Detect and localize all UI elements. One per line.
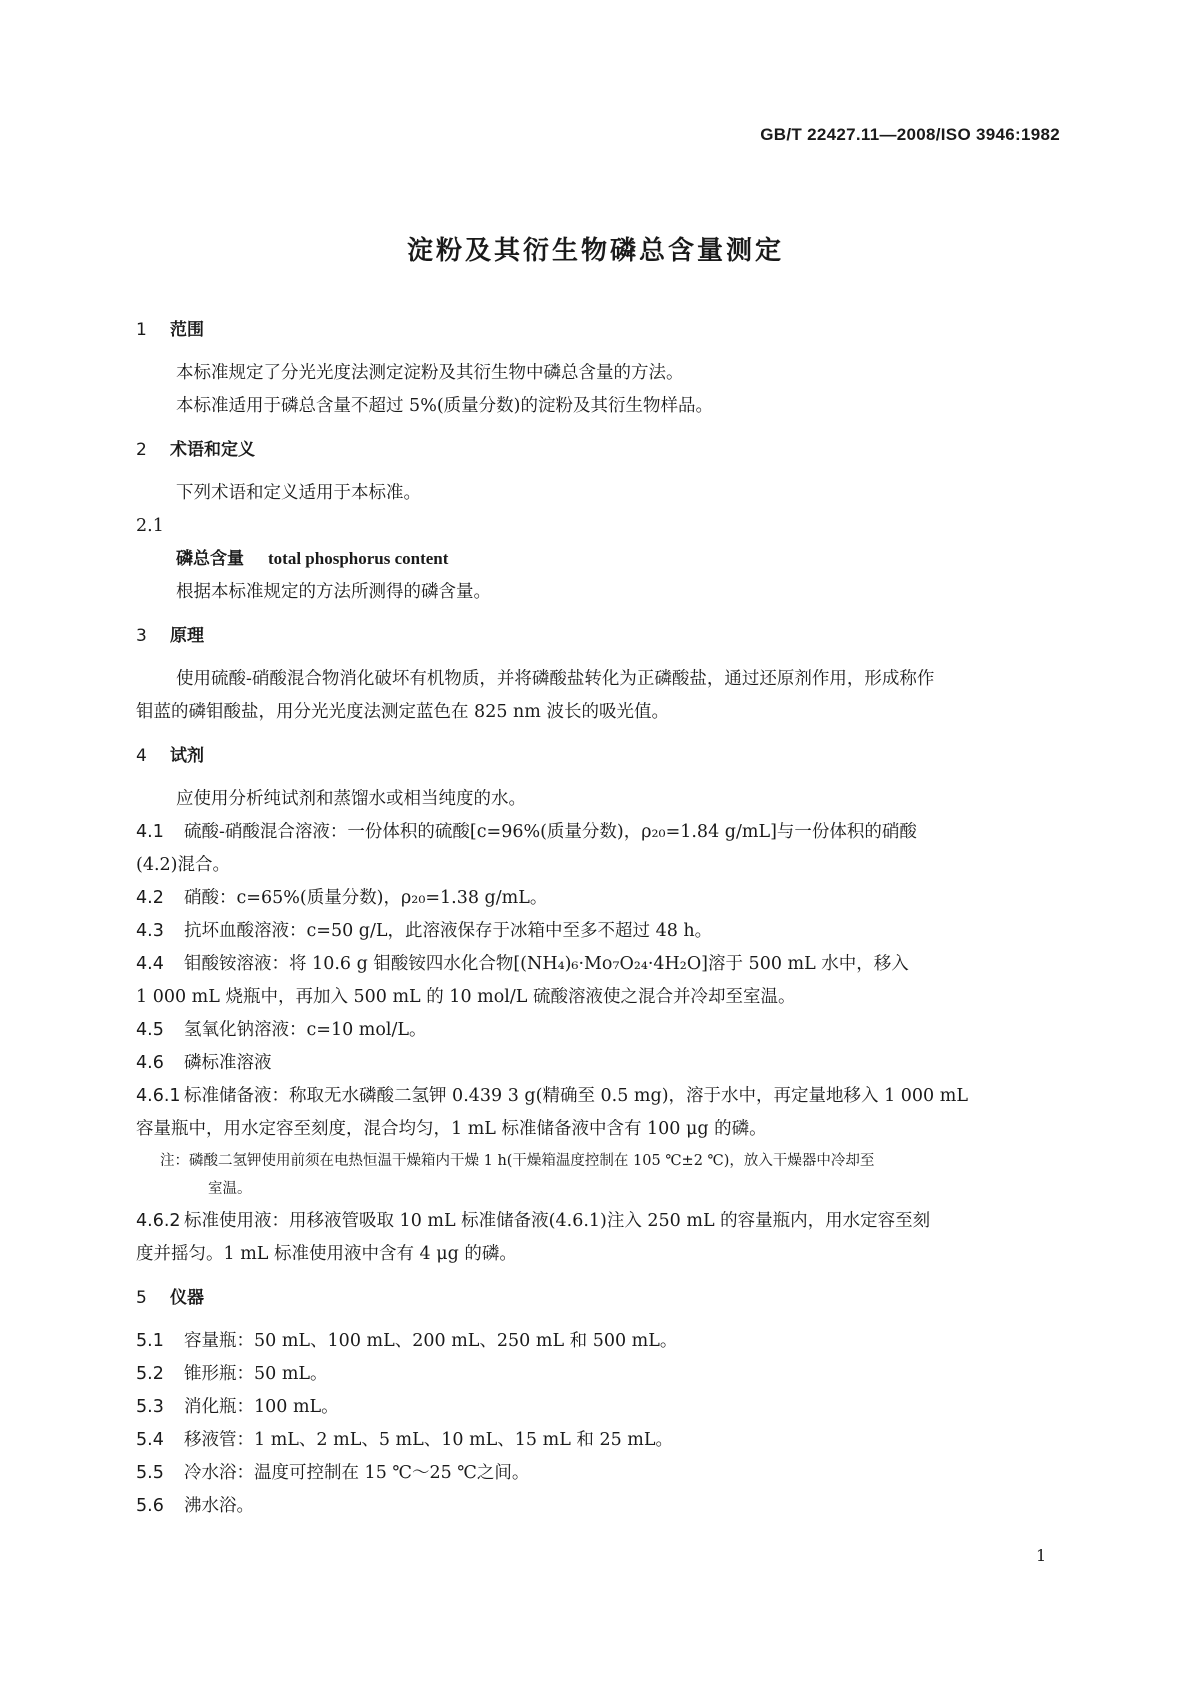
term-zh: 磷总含量 — [176, 549, 244, 569]
clause — [136, 1328, 677, 1354]
clause-number: 4.3 — [136, 921, 164, 941]
clause — [136, 1394, 339, 1420]
clause — [136, 1083, 968, 1109]
standard-code: GB/T 22427.11—2008/ISO 3946:1982 — [760, 125, 1060, 144]
paragraph-line: 2.1 — [136, 516, 164, 536]
clause — [136, 1427, 673, 1453]
clause-text: 锥形瓶：50 mL。 — [184, 1364, 328, 1384]
clause — [136, 819, 917, 845]
section-heading — [136, 317, 204, 343]
clause-text: 移液管：1 mL、2 mL、5 mL、10 mL、15 mL 和 25 mL。 — [184, 1430, 673, 1450]
paragraph-line: 钼蓝的磷钼酸盐，用分光光度法测定蓝色在 825 nm 波长的吸光值。 — [136, 702, 669, 722]
clause-number: 5.4 — [136, 1430, 164, 1450]
clause-number: 5.1 — [136, 1331, 164, 1351]
section-heading — [136, 1285, 204, 1311]
clause — [136, 1208, 930, 1234]
clause-text: 钼酸铵溶液：将 10.6 g 钼酸铵四水化合物[(NH₄)₆·Mo₇O₂₄·4H₂O]溶于 500 mL 水中，移入 — [184, 954, 909, 974]
paragraph-line: 容量瓶中，用水定容至刻度，混合均匀，1 mL 标准储备液中含有 100 μg 的磷。 — [136, 1119, 767, 1139]
paragraph-line: 应使用分析纯试剂和蒸馏水或相当纯度的水。 — [176, 789, 526, 809]
section-heading — [136, 743, 204, 769]
note-text: 注：磷酸二氢钾使用前须在电热恒温干燥箱内干燥 1 h(干燥箱温度控制在 105 ℃±2 ℃)，放入干燥器中冷却至 — [160, 1153, 875, 1169]
clause-number: 5.2 — [136, 1364, 164, 1384]
clause-number: 4.6.2 — [136, 1211, 181, 1231]
clause-number: 4.6 — [136, 1053, 164, 1073]
paragraph-line: (4.2)混合。 — [136, 855, 230, 875]
clause — [136, 1460, 529, 1486]
section-heading — [136, 623, 204, 649]
section-number: 2 — [136, 440, 147, 460]
clause-number: 4.5 — [136, 1020, 164, 1040]
paragraph-line: 下列术语和定义适用于本标准。 — [176, 483, 421, 503]
clause-number: 4.2 — [136, 888, 164, 908]
note-text: 室温。 — [208, 1181, 252, 1197]
section-number: 5 — [136, 1288, 147, 1308]
section-title: 原理 — [170, 626, 204, 646]
clause — [136, 1361, 328, 1387]
clause — [136, 918, 712, 944]
clause-text: 冷水浴：温度可控制在 15 ℃～25 ℃之间。 — [184, 1463, 530, 1483]
clause-text: 沸水浴。 — [184, 1496, 254, 1516]
section-title: 范围 — [170, 320, 204, 340]
clause-text: 硝酸：c=65%(质量分数)，ρ₂₀=1.38 g/mL。 — [184, 888, 548, 908]
clause-number: 5.6 — [136, 1496, 164, 1516]
clause — [136, 1493, 254, 1519]
term-en: total phosphorus content — [268, 549, 449, 568]
clause-text: 标准使用液：用移液管吸取 10 mL 标准储备液(4.6.1)注入 250 mL 的容量瓶内，用水定容至刻 — [184, 1211, 931, 1231]
clause-text: 磷标准溶液 — [184, 1053, 272, 1073]
clause-text: 硫酸-硝酸混合溶液：一份体积的硫酸[c=96%(质量分数)，ρ₂₀=1.84 g/mL]与一份体积的硝酸 — [184, 822, 917, 842]
clause-number: 4.1 — [136, 822, 164, 842]
paragraph-line: 本标准规定了分光光度法测定淀粉及其衍生物中磷总含量的方法。 — [176, 363, 684, 383]
term-entry — [176, 546, 448, 572]
clause-text: 氢氧化钠溶液：c=10 mol/L。 — [184, 1020, 427, 1040]
clause — [136, 951, 909, 977]
section-title: 仪器 — [170, 1288, 204, 1308]
section-title: 术语和定义 — [170, 440, 255, 460]
paragraph-line: 1 000 mL 烧瓶中，再加入 500 mL 的 10 mol/L 硫酸溶液使之混合并冷却至室温。 — [136, 987, 796, 1007]
paragraph-line: 根据本标准规定的方法所测得的磷含量。 — [176, 582, 491, 602]
paragraph-line: 度并摇匀。1 mL 标准使用液中含有 4 μg 的磷。 — [136, 1244, 517, 1264]
clause-number: 4.4 — [136, 954, 164, 974]
clause-number: 5.3 — [136, 1397, 164, 1417]
section-number: 1 — [136, 320, 147, 340]
clause — [136, 1017, 427, 1043]
clause-text: 标准储备液：称取无水磷酸二氢钾 0.439 3 g(精确至 0.5 mg)，溶于水中，再定量地移入 1 000 mL — [184, 1086, 968, 1106]
clause-number: 4.6.1 — [136, 1086, 181, 1106]
document-title: 淀粉及其衍生物磷总含量测定 — [406, 236, 784, 266]
clause-number: 5.5 — [136, 1463, 164, 1483]
section-number: 4 — [136, 746, 147, 766]
section-number: 3 — [136, 626, 147, 646]
section-heading — [136, 437, 255, 463]
clause — [136, 1050, 272, 1076]
section-title: 试剂 — [170, 746, 204, 766]
clause-text: 消化瓶：100 mL。 — [184, 1397, 339, 1417]
clause-text: 抗坏血酸溶液：c=50 g/L，此溶液保存于冰箱中至多不超过 48 h。 — [184, 921, 713, 941]
clause — [136, 885, 547, 911]
paragraph-line: 本标准适用于磷总含量不超过 5%(质量分数)的淀粉及其衍生物样品。 — [176, 396, 713, 416]
clause-text: 容量瓶：50 mL、100 mL、200 mL、250 mL 和 500 mL。 — [184, 1331, 678, 1351]
paragraph-line: 使用硫酸-硝酸混合物消化破坏有机物质，并将磷酸盐转化为正磷酸盐，通过还原剂作用，形成称作 — [176, 669, 935, 689]
page-number: 1 — [1036, 1546, 1047, 1565]
